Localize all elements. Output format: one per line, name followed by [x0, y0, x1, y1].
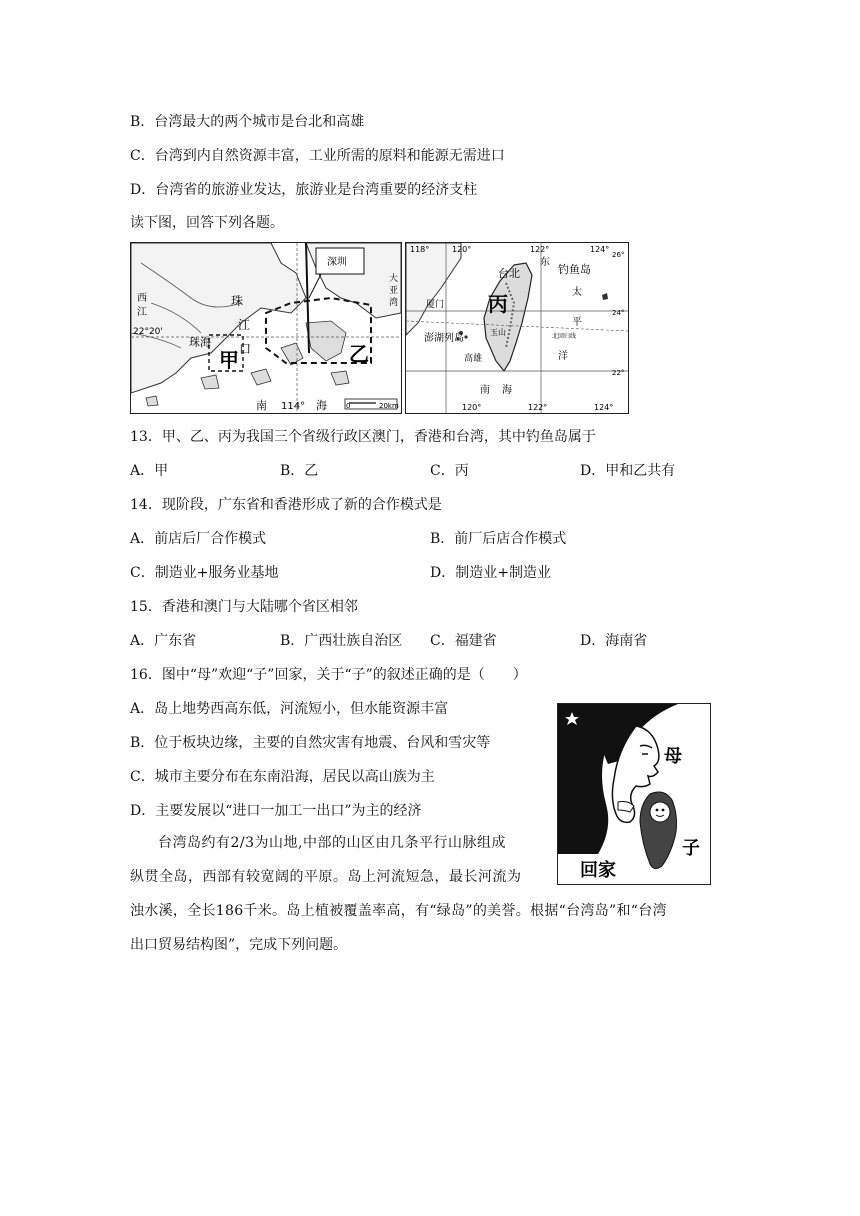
q14-stem: 14．现阶段，广东省和香港形成了新的合作模式是 — [130, 497, 442, 513]
label-nan-sea: 南 — [480, 385, 490, 396]
label-tropic: 北回归线 — [552, 333, 577, 340]
q16-option-a: A．岛上地势西高东低，河流短小，但水能资源丰富 — [130, 701, 449, 717]
passage-line-3: 浊水溪，全长186千米。岛上植被覆盖率高，有“绿岛”的美誉。根据“台湾岛”和“台湾 — [130, 903, 667, 919]
label-122: 122° — [530, 245, 550, 254]
q13-option-c: C．丙 — [430, 463, 469, 479]
label-mu: 母 — [664, 746, 682, 767]
label-lon: 114° — [281, 401, 306, 412]
label-nan: 南 — [256, 399, 267, 412]
q15-option-b: B．广西壮族自治区 — [280, 633, 403, 649]
label-shenzhen: 深圳 — [327, 257, 347, 268]
label-jiang2: 江 — [137, 307, 147, 318]
mother-child-cartoon — [557, 703, 711, 885]
label-zi: 子 — [682, 838, 700, 859]
label-xiamen: 厦门 — [426, 300, 445, 310]
q16-stem: 16．图中“母”欢迎“子”回家，关于“子”的叙述正确的是（ ） — [130, 667, 527, 683]
label-124: 124° — [590, 245, 610, 254]
prev-option-c: C．台湾到内自然资源丰富，工业所需的原料和能源无需进口 — [130, 148, 505, 164]
label-xi: 西 — [137, 293, 147, 304]
label-yi: 乙 — [349, 342, 369, 366]
label-bottom-124: 124° — [594, 403, 614, 412]
q14-option-b: B．前厂后店合作模式 — [430, 531, 567, 547]
q15-option-a: A．广东省 — [130, 633, 197, 649]
prev-option-b: B．台湾最大的两个城市是台北和高雄 — [130, 114, 365, 130]
label-taibei: 台北 — [498, 267, 520, 280]
q16-option-c: C．城市主要分布在东南沿海，居民以高山族为主 — [130, 769, 435, 785]
q16-option-d: D．主要发展以“进口一加工一出口”为主的经济 — [130, 803, 422, 819]
q15-stem: 15．香港和澳门与大陆哪个省区相邻 — [130, 599, 358, 615]
label-penghu: 澎湖列岛 — [424, 333, 464, 344]
label-120: 120° — [452, 245, 472, 254]
label-jia: 甲 — [219, 348, 239, 372]
q14-option-c: C．制造业+服务业基地 — [130, 565, 279, 581]
q15-option-d: D．海南省 — [580, 633, 648, 649]
label-zhu: 珠 — [231, 294, 244, 308]
q14-option-d: D．制造业+制造业 — [430, 565, 551, 581]
label-lat: 22°20' — [133, 327, 163, 337]
label-yushan: 玉山 — [490, 328, 506, 337]
label-bottom-120: 120° — [462, 403, 482, 412]
q13-stem: 13．甲、乙、丙为我国三个省级行政区澳门，香港和台湾，其中钓鱼岛属于 — [130, 429, 596, 445]
pearl-river-map — [130, 242, 402, 414]
label-jiang: 江 — [238, 318, 251, 332]
q16-option-b: B．位于板块边缘，主要的自然灾害有地震、台风和雪灾等 — [130, 735, 491, 751]
label-dong: 东 — [540, 257, 550, 268]
taiwan-map — [405, 242, 629, 414]
label-zhuhai: 珠海 — [189, 336, 211, 349]
label-da: 大 — [389, 274, 399, 284]
label-bottom-122: 122° — [528, 403, 548, 412]
q14-option-a: A．前店后厂合作模式 — [130, 531, 267, 547]
q13-option-d: D．甲和乙共有 — [580, 463, 676, 479]
label-ping: 平 — [572, 317, 582, 328]
label-lat24: 24° — [612, 309, 625, 317]
label-wan: 湾 — [389, 298, 399, 308]
label-bing: 丙 — [488, 292, 508, 316]
instruction: 读下图，回答下列各题。 — [130, 215, 284, 231]
passage-line-1: 台湾岛约有2/3为山地,中部的山区由几条平行山脉组成 — [158, 835, 506, 851]
label-hai: 海 — [316, 399, 327, 412]
label-lat22: 22° — [612, 369, 625, 377]
prev-option-d: D．台湾省的旅游业发达，旅游业是台湾重要的经济支柱 — [130, 182, 478, 198]
q13-option-a: A．甲 — [130, 463, 169, 479]
label-ya: 亚 — [389, 286, 399, 296]
label-scale0: 0 — [346, 402, 351, 410]
passage-line-4: 出口贸易结构图”，完成下列问题。 — [130, 937, 348, 953]
q15-option-c: C．福建省 — [430, 633, 497, 649]
passage-line-2: 纵贯全岛，西部有较宽阔的平原。岛上河流短急，最长河流为 — [130, 869, 522, 885]
label-tai: 太 — [572, 287, 582, 298]
label-lat26: 26° — [612, 251, 625, 259]
label-diaoyudao: 钓鱼岛 — [558, 263, 591, 276]
label-huijia: 回家 — [580, 860, 616, 881]
label-scale: 20km — [379, 402, 399, 410]
label-118: 118° — [410, 245, 430, 254]
label-kou: 口 — [239, 342, 252, 356]
label-gaoxiong: 高雄 — [464, 354, 483, 364]
label-hai-sea: 海 — [502, 385, 512, 396]
q13-option-b: B．乙 — [280, 463, 319, 479]
label-yang: 洋 — [558, 351, 568, 362]
